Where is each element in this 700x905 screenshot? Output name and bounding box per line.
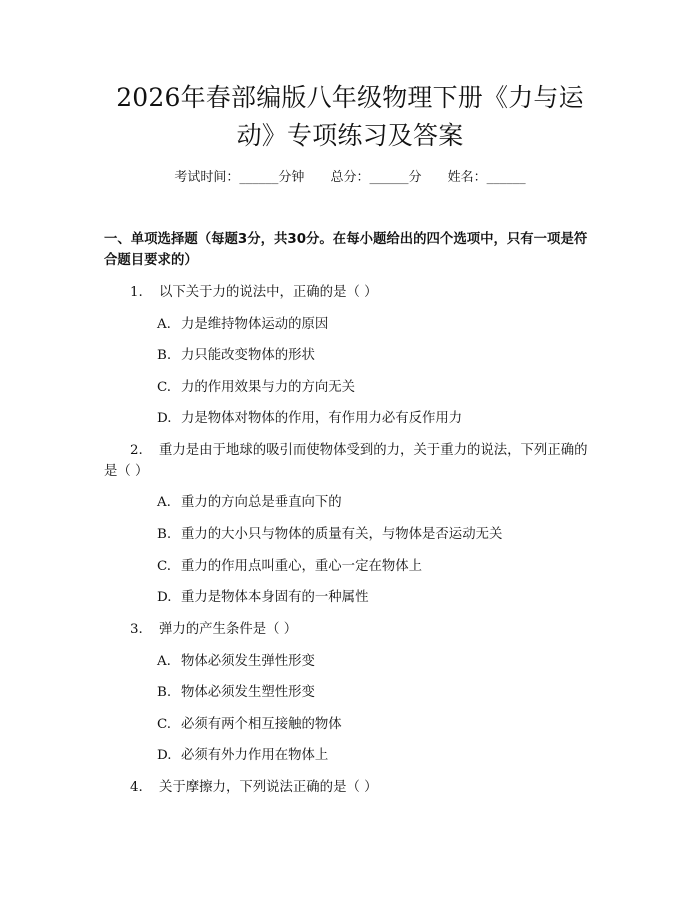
option-2a [157, 492, 342, 513]
option-text: 力的作用效果与力的方向无关 [181, 380, 356, 395]
exam-time-blank: ______ [239, 170, 279, 185]
option-letter: A. [157, 317, 171, 332]
option-letter: A. [157, 654, 171, 669]
option-text: 物体必须发生塑性形变 [181, 685, 315, 700]
total-score-label: 总分： [330, 170, 370, 185]
option-text: 重力的方向总是垂直向下的 [181, 495, 342, 510]
total-score-field [330, 170, 421, 185]
exam-info-line [0, 169, 700, 187]
option-2d [157, 587, 368, 608]
option-text: 必须有外力作用在物体上 [181, 748, 329, 763]
question-4 [104, 777, 600, 798]
exam-time-label: 考试时间： [174, 170, 240, 185]
option-letter: C. [157, 380, 172, 395]
total-score-unit: 分 [408, 170, 422, 185]
option-3a [157, 651, 315, 672]
option-3c [157, 714, 342, 735]
question-text: 关于摩擦力，下列说法正确的是（ ） [159, 780, 378, 795]
option-2c [157, 556, 422, 577]
total-score-blank: ______ [369, 170, 409, 185]
question-text: 弹力的产生条件是（ ） [159, 622, 298, 637]
section-heading: 一、单项选择题（每题3分，共30分。在每小题给出的四个选项中，只有一项是符合题目要求的） [104, 232, 588, 268]
student-name-field [448, 170, 526, 185]
option-3b [157, 682, 315, 703]
option-text: 重力的大小只与物体的质量有关，与物体是否运动无关 [181, 527, 503, 542]
option-text: 力是物体对物体的作用，有作用力必有反作用力 [181, 411, 463, 426]
option-letter: B. [157, 685, 172, 700]
option-letter: C. [157, 717, 172, 732]
question-number: 1. [130, 285, 143, 300]
option-letter: B. [157, 348, 172, 363]
option-1d [157, 408, 462, 429]
question-text: 重力是由于地球的吸引而使物体受到的力，关于重力的说法，下列正确的是（ ） [104, 443, 588, 479]
option-text: 力是维持物体运动的原因 [181, 317, 329, 332]
question-3 [104, 619, 600, 640]
option-letter: B. [157, 527, 172, 542]
option-text: 必须有两个相互接触的物体 [181, 717, 342, 732]
option-letter: D. [157, 590, 172, 605]
question-number: 2. [130, 443, 143, 458]
option-letter: D. [157, 411, 172, 426]
option-letter: C. [157, 559, 172, 574]
question-text: 以下关于力的说法中，正确的是（ ） [159, 285, 378, 300]
question-number: 3. [130, 622, 143, 637]
option-1a [157, 314, 328, 335]
option-1b [157, 345, 315, 366]
exam-time-field [174, 170, 304, 185]
question-2 [104, 440, 600, 482]
student-name-label: 姓名： [447, 170, 487, 185]
document-title: 2026年春部编版八年级物理下册《力与运动》专项练习及答案 [116, 83, 584, 150]
exam-time-unit: 分钟 [278, 170, 305, 185]
option-3d [157, 745, 328, 766]
option-text: 重力是物体本身固有的一种属性 [181, 590, 369, 605]
option-text: 力只能改变物体的形状 [181, 348, 315, 363]
option-letter: D. [157, 748, 172, 763]
option-1c [157, 377, 355, 398]
option-letter: A. [157, 495, 171, 510]
option-text: 物体必须发生弹性形变 [181, 654, 315, 669]
option-text: 重力的作用点叫重心，重心一定在物体上 [181, 559, 423, 574]
option-2b [157, 524, 502, 545]
question-1 [104, 282, 600, 303]
student-name-blank: ______ [486, 170, 526, 185]
question-number: 4. [130, 780, 143, 795]
